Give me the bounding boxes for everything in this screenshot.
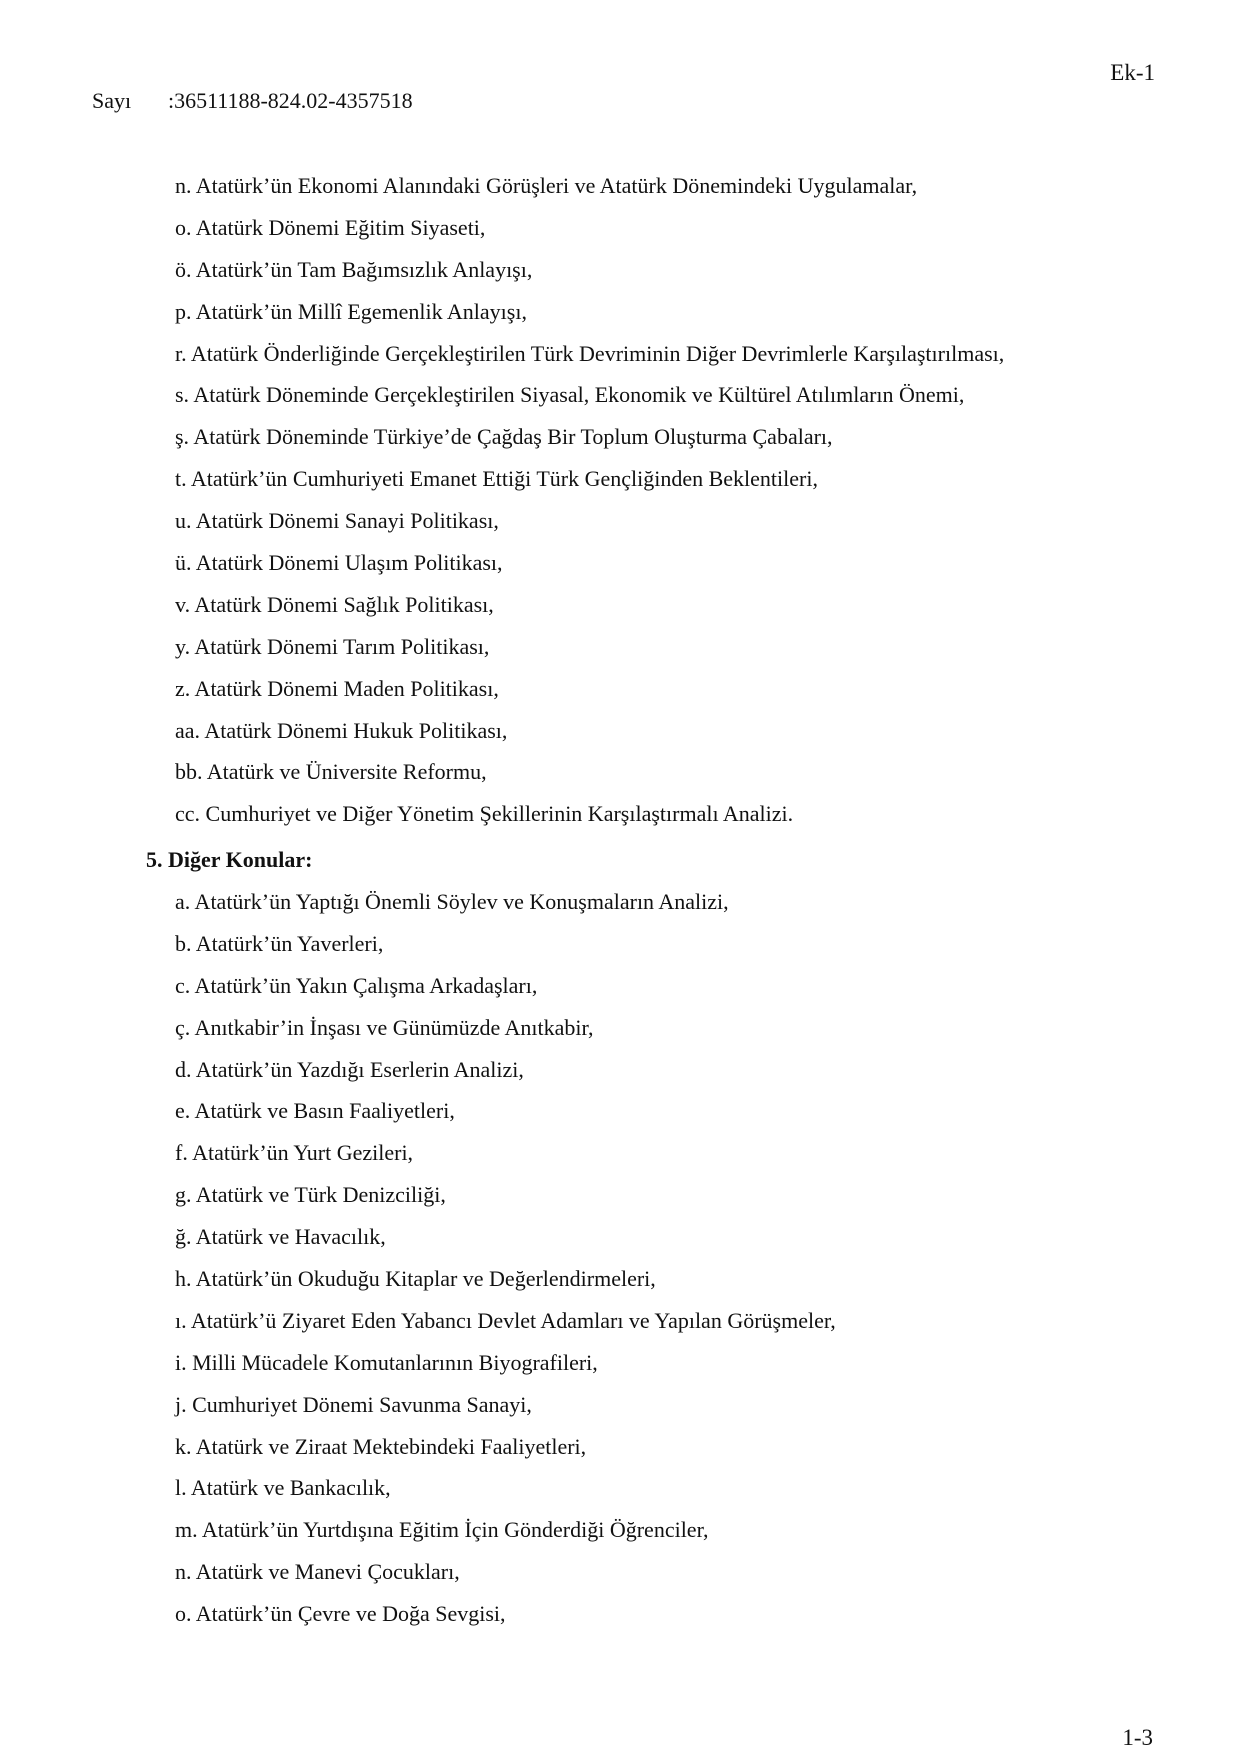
list-item: v. Atatürk Dönemi Sağlık Politikası, xyxy=(175,591,494,617)
list-item: e. Atatürk ve Basın Faaliyetleri, xyxy=(175,1098,455,1124)
section-heading: 5. Diğer Konular: xyxy=(146,847,313,872)
page-number: 1-3 xyxy=(1122,1725,1153,1750)
list-item: l. Atatürk ve Bankacılık, xyxy=(175,1475,391,1501)
list-item: y. Atatürk Dönemi Tarım Politikası, xyxy=(175,633,490,659)
list-item: o. Atatürk’ün Çevre ve Doğa Sevgisi, xyxy=(175,1601,506,1627)
list-item: cc. Cumhuriyet ve Diğer Yönetim Şekillerinin Karşılaştırmalı Analizi. xyxy=(175,801,794,827)
list-item: ş. Atatürk Döneminde Türkiye’de Çağdaş Bir Toplum Oluşturma Çabaları, xyxy=(175,424,833,450)
reference-number-value: :36511188-824.02-4357518 xyxy=(168,88,413,113)
list-item: ç. Anıtkabir’in İnşası ve Günümüzde Anıtkabir, xyxy=(175,1014,594,1040)
list-item: g. Atatürk ve Türk Denizciliği, xyxy=(175,1182,446,1208)
list-item: aa. Atatürk Dönemi Hukuk Politikası, xyxy=(175,717,508,743)
list-item: ü. Atatürk Dönemi Ulaşım Politikası, xyxy=(175,550,503,576)
list-item: z. Atatürk Dönemi Maden Politikası, xyxy=(175,675,499,701)
list-item: p. Atatürk’ün Millî Egemenlik Anlayışı, xyxy=(175,298,527,324)
list-item: n. Atatürk ve Manevi Çocukları, xyxy=(175,1559,460,1585)
list-item: i. Milli Mücadele Komutanlarının Biyografileri, xyxy=(175,1349,598,1375)
list-item: o. Atatürk Dönemi Eğitim Siyaseti, xyxy=(175,214,486,240)
list-item: s. Atatürk Döneminde Gerçekleştirilen Siyasal, Ekonomik ve Kültürel Atılımların Önemi, xyxy=(175,382,965,408)
reference-number-row xyxy=(92,88,413,114)
list-item: f. Atatürk’ün Yurt Gezileri, xyxy=(175,1140,414,1166)
list-item: bb. Atatürk ve Üniversite Reformu, xyxy=(175,759,487,785)
attachment-label: Ek-1 xyxy=(1110,60,1155,85)
list-item: ğ. Atatürk ve Havacılık, xyxy=(175,1224,386,1250)
other-topics-list xyxy=(175,887,836,1641)
reference-number-label: Sayı xyxy=(92,88,132,113)
list-item: ı. Atatürk’ü Ziyaret Eden Yabancı Devlet Adamları ve Yapılan Görüşmeler, xyxy=(175,1307,836,1333)
list-item: n. Atatürk’ün Ekonomi Alanındaki Görüşleri ve Atatürk Dönemindeki Uygulamalar, xyxy=(175,173,918,198)
list-item: t. Atatürk’ün Cumhuriyeti Emanet Ettiği Türk Gençliğinden Beklentileri, xyxy=(175,466,818,492)
list-item: k. Atatürk ve Ziraat Mektebindeki Faaliyetleri, xyxy=(175,1433,587,1459)
list-item: j. Cumhuriyet Dönemi Savunma Sanayi, xyxy=(175,1391,532,1417)
list-item: m. Atatürk’ün Yurtdışına Eğitim İçin Gönderdiği Öğrenciler, xyxy=(175,1517,709,1543)
list-item: r. Atatürk Önderliğinde Gerçekleştirilen Türk Devriminin Diğer Devrimlerle Karşılaştırılması, xyxy=(175,340,1005,366)
list-item: u. Atatürk Dönemi Sanayi Politikası, xyxy=(175,508,499,534)
list-item: ö. Atatürk’ün Tam Bağımsızlık Anlayışı, xyxy=(175,256,533,282)
list-item: b. Atatürk’ün Yaverleri, xyxy=(175,930,384,956)
list-item: h. Atatürk’ün Okuduğu Kitaplar ve Değerlendirmeleri, xyxy=(175,1266,656,1292)
list-item: a. Atatürk’ün Yaptığı Önemli Söylev ve Konuşmaların Analizi, xyxy=(175,889,729,914)
topic-list-continued xyxy=(175,171,1004,841)
list-item: d. Atatürk’ün Yazdığı Eserlerin Analizi, xyxy=(175,1056,524,1082)
list-item: c. Atatürk’ün Yakın Çalışma Arkadaşları, xyxy=(175,972,538,998)
